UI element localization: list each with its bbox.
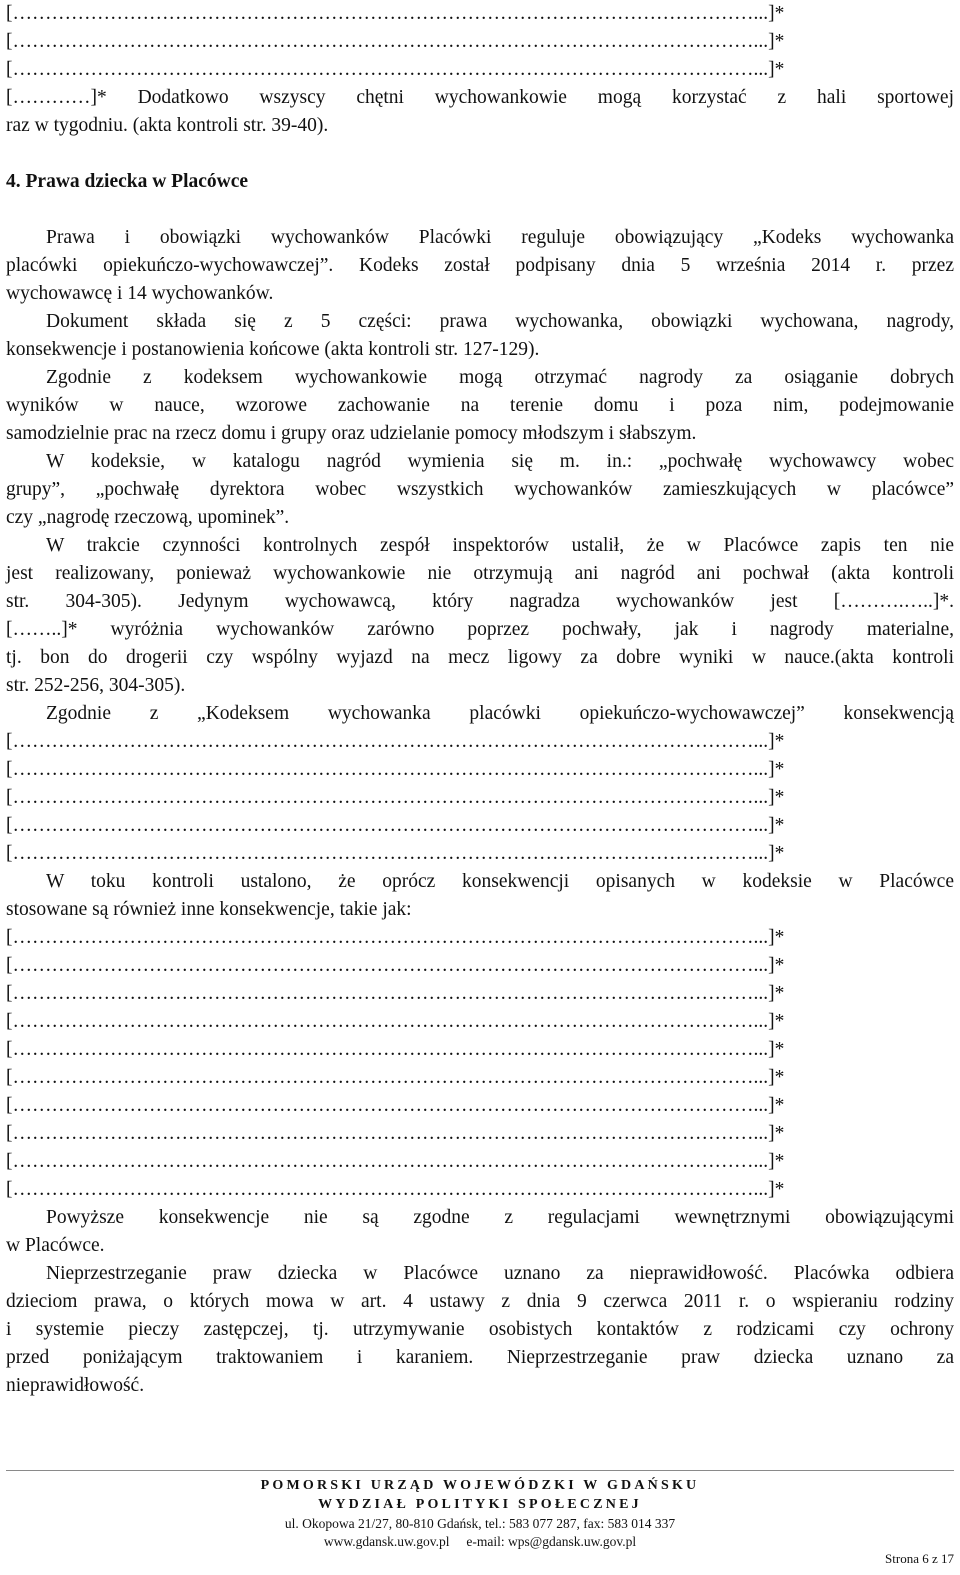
redacted-line: [……………………………………………………………………………………………………...]*	[6, 1123, 785, 1144]
text-line: nieprawidłowość.	[6, 1375, 145, 1396]
text-line: czy „nagrodę rzeczową, upominek”.	[6, 507, 290, 528]
page-number: Strona 6 z 17	[885, 1551, 954, 1566]
text-line: [……..]* wyróżnia wychowanków zarówno poprzez pochwały, jak i nagrody materialne,	[6, 619, 954, 640]
redacted-line: [……………………………………………………………………………………………………...]*	[6, 927, 785, 948]
text-line: i systemie pieczy zastępczej, tj. utrzymywanie osobistych kontaktów z rodzicami czy ochrony	[6, 1319, 954, 1340]
redacted-line: [……………………………………………………………………………………………………...]*	[6, 843, 785, 864]
text-line: stosowane są również inne konsekwencje, takie jak:	[6, 899, 412, 920]
text-line: Zgodnie z kodeksem wychowankowie mogą otrzymać nagrody za osiąganie dobrych	[46, 367, 954, 388]
text-line: konsekwencje i postanowienia końcowe (akta kontroli str. 127-129).	[6, 339, 540, 360]
text-line: dzieciom prawa, o których mowa w art. 4 ustawy z dnia 9 czerwca 2011 r. o wspieraniu rodziny	[6, 1291, 954, 1312]
redacted-line: [……………………………………………………………………………………………………...]*	[6, 759, 785, 780]
text-line: jest realizowany, ponieważ wychowankowie nie otrzymują ani nagród ani pochwał (akta kontroli	[6, 563, 954, 584]
redacted-line: [……………………………………………………………………………………………………...]*	[6, 731, 785, 752]
text-line: str. 252-256, 304-305).	[6, 675, 186, 696]
text-line: w Placówce.	[6, 1235, 105, 1256]
text-line: W kodeksie, w katalogu nagród wymienia się m. in.: „pochwałę wychowawcy wobec	[46, 451, 954, 472]
text-line: Prawa i obowiązki wychowanków Placówki reguluje obowiązujący „Kodeks wychowanka	[46, 227, 954, 248]
footer-web-email: www.gdansk.uw.gov.pl e-mail: wps@gdansk.uw.gov.pl	[323, 1534, 637, 1549]
text-line: raz w tygodniu. (akta kontroli str. 39-40).	[6, 115, 329, 136]
text-line: Zgodnie z „Kodeksem wychowanka placówki opiekuńczo-wychowawczej” konsekwencją	[46, 703, 954, 724]
text-line: Powyższe konsekwencje nie są zgodne z regulacjami wewnętrznymi obowiązującymi	[46, 1207, 954, 1228]
redacted-line: [……………………………………………………………………………………………………...]*	[6, 31, 785, 52]
redacted-line: [……………………………………………………………………………………………………...]*	[6, 983, 785, 1004]
footer-department-name: WYDZIAŁ POLITYKI SPOŁECZNEJ	[318, 1497, 642, 1512]
text-line: Nieprzestrzeganie praw dziecka w Placówce uznano za nieprawidłowość. Placówka odbiera	[46, 1263, 954, 1284]
footer-divider	[6, 1470, 954, 1471]
text-line: wychowawcę i 14 wychowanków.	[6, 283, 274, 304]
redacted-line: [……………………………………………………………………………………………………...]*	[6, 787, 785, 808]
redacted-line: [……………………………………………………………………………………………………...]*	[6, 59, 785, 80]
text-line: str. 304-305). Jedynym wychowawcą, który nagradza wychowanków jest [……….…..]*.	[6, 591, 954, 612]
text-line: placówki opiekuńczo-wychowawczej”. Kodeks został podpisany dnia 5 września 2014 r. przez	[6, 255, 954, 276]
redacted-line: [……………………………………………………………………………………………………...]*	[6, 815, 785, 836]
redacted-line: [……………………………………………………………………………………………………...]*	[6, 955, 785, 976]
redacted-line: [……………………………………………………………………………………………………...]*	[6, 3, 785, 24]
blank-line	[6, 140, 954, 168]
page-footer	[0, 1468, 960, 1575]
text-line: tj. bon do drogerii czy wspólny wyjazd na mecz ligowy za dobre wyniki w nauce.(akta kontroli	[6, 647, 954, 668]
redacted-line: [……………………………………………………………………………………………………...]*	[6, 1067, 785, 1088]
redacted-line: [……………………………………………………………………………………………………...]*	[6, 1095, 785, 1116]
footer-address: ul. Okopowa 21/27, 80-810 Gdańsk, tel.: 583 077 287, fax: 583 014 337	[284, 1516, 676, 1531]
redacted-line: [……………………………………………………………………………………………………...]*	[6, 1039, 785, 1060]
text-line: przed poniżającym traktowaniem i karaniem. Nieprzestrzeganie praw dziecka uznano za	[6, 1347, 954, 1368]
footer-office-name: POMORSKI URZĄD WOJEWÓDZKI W GDAŃSKU	[260, 1478, 700, 1493]
text-line: W toku kontroli ustalono, że oprócz konsekwencji opisanych w kodeksie w Placówce	[46, 871, 954, 892]
redacted-line: [……………………………………………………………………………………………………...]*	[6, 1151, 785, 1172]
blank-line	[6, 196, 954, 224]
text-line: grupy”, „pochwałę dyrektora wobec wszystkich wychowanków zamieszkujących w placówce”	[6, 479, 954, 500]
text-line: W trakcie czynności kontrolnych zespół inspektorów ustalił, że w Placówce zapis ten nie	[46, 535, 954, 556]
text-line: […………]* Dodatkowo wszyscy chętni wychowankowie mogą korzystać z hali sportowej	[6, 87, 954, 108]
text-line: Dokument składa się z 5 części: prawa wychowanka, obowiązki wychowana, nagrody,	[46, 311, 954, 332]
text-line: wyników w nauce, wzorowe zachowanie na terenie domu i poza nim, podejmowanie	[6, 395, 954, 416]
section-heading: 4. Prawa dziecka w Placówce	[6, 171, 249, 192]
redacted-line: [……………………………………………………………………………………………………...]*	[6, 1179, 785, 1200]
text-line: samodzielnie prac na rzecz domu i grupy oraz udzielanie pomocy młodszym i słabszym.	[6, 423, 697, 444]
redacted-line: [……………………………………………………………………………………………………...]*	[6, 1011, 785, 1032]
